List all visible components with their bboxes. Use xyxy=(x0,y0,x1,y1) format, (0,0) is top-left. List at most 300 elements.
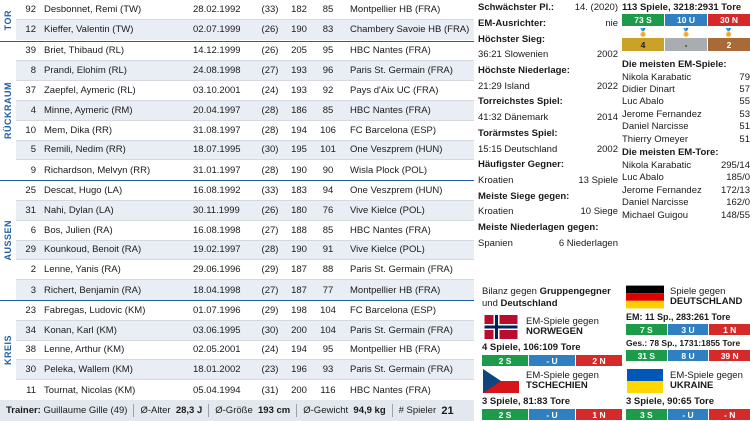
opponent-summary: 3 Spiele, 81:83 Tore xyxy=(482,396,571,407)
leader-row xyxy=(622,209,750,221)
stat-row xyxy=(478,220,618,236)
player-weight: 92 xyxy=(322,85,334,97)
player-row xyxy=(16,0,474,20)
player-age: (28) xyxy=(261,164,279,176)
player-height: 190 xyxy=(291,244,307,256)
stat-value: 2002 xyxy=(596,143,618,155)
player-name: Tournat, Nicolas (KM) xyxy=(44,384,136,396)
player-name: Zaepfel, Aymeric (RL) xyxy=(44,85,136,97)
player-birthdate: 18.07.1995 xyxy=(193,144,241,156)
player-name: Richardson, Melvyn (RR) xyxy=(44,164,151,176)
avg-height-label: Ø-Größe xyxy=(215,405,253,416)
player-birthdate: 18.01.2002 xyxy=(193,364,241,376)
player-number: 23 xyxy=(25,304,36,316)
germany-total-summary: Ges.: 78 Sp., 1731:1855 Tore xyxy=(626,338,741,348)
divider xyxy=(296,404,297,417)
player-age: (28) xyxy=(261,124,279,136)
player-name: Desbonnet, Remi (TW) xyxy=(44,3,142,15)
most-games-title: Die meisten EM-Spiele: xyxy=(622,58,727,70)
opponent-name: DEUTSCHLAND xyxy=(670,296,743,307)
player-age: (27) xyxy=(261,224,279,236)
stat-value: nie xyxy=(605,18,618,30)
player-club: Montpellier HB (FRA) xyxy=(350,344,441,356)
opponent-norway xyxy=(482,314,622,366)
players-count: 21 xyxy=(441,404,454,417)
avg-weight-value: 94,9 kg xyxy=(353,405,386,416)
most-goals-list xyxy=(622,159,750,221)
trainer-label: Trainer: xyxy=(6,405,41,416)
stat-row xyxy=(478,157,618,173)
player-age: (27) xyxy=(261,284,279,296)
bronze-medal-icon: 🏅 xyxy=(723,27,734,37)
player-height: 198 xyxy=(291,304,307,316)
player-row xyxy=(16,260,474,280)
player-club: Paris St. Germain (FRA) xyxy=(350,364,453,376)
player-weight: 90 xyxy=(322,164,334,176)
stat-value: 2002 xyxy=(596,49,618,61)
player-number: 38 xyxy=(25,344,36,356)
stat-label: 41:32 Dänemark xyxy=(478,112,549,124)
player-height: 193 xyxy=(291,65,307,77)
player-weight: 96 xyxy=(322,65,334,77)
draws-cell: - U xyxy=(529,355,575,366)
germany-em-record-bar xyxy=(626,324,750,335)
player-number: 29 xyxy=(25,244,36,256)
player-club: HBC Nantes (FRA) xyxy=(350,224,431,236)
group-rows xyxy=(16,181,474,300)
wins-cell: 3 S xyxy=(626,409,667,420)
player-name: Lenne, Yanis (RA) xyxy=(44,264,121,276)
player-age: (33) xyxy=(261,3,279,15)
stat-value: 14. (2020) xyxy=(574,2,618,14)
losses-cell: - N xyxy=(709,409,750,420)
stat-row xyxy=(478,110,618,126)
opponents-intro xyxy=(482,286,622,309)
leader-row xyxy=(622,184,750,196)
player-row xyxy=(16,201,474,221)
stat-row xyxy=(478,235,618,251)
player-age: (26) xyxy=(261,204,279,216)
player-age: (26) xyxy=(261,45,279,57)
leader-value: 162/0 xyxy=(726,197,750,209)
player-weight: 94 xyxy=(322,185,334,197)
losses-cell: 2 N xyxy=(576,355,622,366)
player-club: Paris St. Germain (FRA) xyxy=(350,65,453,77)
player-number: 92 xyxy=(25,3,36,15)
player-number: 11 xyxy=(26,384,36,396)
most-goals-title: Die meisten EM-Tore: xyxy=(622,146,719,158)
player-row xyxy=(16,301,474,321)
team-summary-bar xyxy=(0,400,474,421)
group-tor xyxy=(0,0,474,42)
player-club: Vive Kielce (POL) xyxy=(350,204,425,216)
player-height: 196 xyxy=(291,364,307,376)
group-label xyxy=(0,181,16,300)
germany-total-record-bar xyxy=(626,350,750,361)
player-weight: 95 xyxy=(322,45,334,57)
stat-row xyxy=(478,0,618,16)
losses-cell: 39 N xyxy=(709,350,750,361)
leader-row xyxy=(622,133,750,145)
player-weight: 85 xyxy=(322,104,334,116)
stat-heading: EM-Ausrichter: xyxy=(478,18,547,30)
opponent-name: UKRAINE xyxy=(670,380,714,391)
stat-row xyxy=(478,94,618,110)
player-name: Kieffer, Valentin (TW) xyxy=(44,24,134,36)
germany-flag-icon xyxy=(626,285,664,309)
leader-name: Daniel Narcisse xyxy=(622,121,689,133)
player-name: Descat, Hugo (LA) xyxy=(44,185,123,197)
norway-flag-icon xyxy=(482,315,520,339)
stat-row xyxy=(478,188,618,204)
leader-value: 57 xyxy=(739,84,750,96)
summary-record-bar xyxy=(622,14,750,26)
player-weight: 91 xyxy=(322,244,334,256)
opponent-name: NORWEGEN xyxy=(526,326,583,337)
opponent-czech xyxy=(482,368,622,420)
leader-name: Didier Dinart xyxy=(622,84,675,96)
leader-name: Luc Abalo xyxy=(622,96,664,108)
player-row xyxy=(16,141,474,161)
player-number: 6 xyxy=(30,224,36,236)
player-birthdate: 05.04.1994 xyxy=(193,384,241,396)
player-age: (29) xyxy=(261,304,279,316)
wins-cell: 2 S xyxy=(482,409,528,420)
player-row xyxy=(16,42,474,62)
player-number: 3 xyxy=(30,284,36,296)
player-birthdate: 30.11.1999 xyxy=(193,204,240,216)
player-birthdate: 24.08.1998 xyxy=(193,65,241,77)
gold-count: 4 xyxy=(622,38,664,51)
player-row xyxy=(16,241,474,261)
opponent-pre: Spiele gegen xyxy=(670,285,726,297)
opponent-germany xyxy=(626,284,750,361)
leader-row xyxy=(622,83,750,95)
player-number: 12 xyxy=(25,24,36,36)
stat-value: 2022 xyxy=(596,80,618,92)
player-birthdate: 03.10.2001 xyxy=(193,85,241,97)
stat-label: 36:21 Slowenien xyxy=(478,49,549,61)
player-number: 31 xyxy=(25,204,36,216)
opponent-pre: EM-Spiele gegen xyxy=(526,315,599,327)
group-aussen xyxy=(0,181,474,301)
leader-name: Thierry Omeyer xyxy=(622,133,688,145)
player-birthdate: 18.04.1998 xyxy=(193,284,241,296)
stat-row xyxy=(478,78,618,94)
player-height: 182 xyxy=(291,3,307,15)
stat-row xyxy=(478,173,618,189)
player-number: 39 xyxy=(25,45,36,57)
trainer-name: Guillaume Gille (49) xyxy=(43,405,128,416)
record-stats xyxy=(478,0,618,284)
player-row xyxy=(16,61,474,81)
player-name: Fabregas, Ludovic (KM) xyxy=(44,304,146,316)
player-height: 183 xyxy=(291,185,307,197)
summary-title: 113 Spiele, 3218:2931 Tore xyxy=(622,1,742,13)
divider xyxy=(208,404,209,417)
leader-row xyxy=(622,71,750,83)
player-club: Vive Kielce (POL) xyxy=(350,244,425,256)
player-birthdate: 14.12.1999 xyxy=(193,45,241,57)
leader-name: Luc Abalo xyxy=(622,172,664,184)
player-age: (33) xyxy=(261,185,279,197)
player-club: HBC Nantes (FRA) xyxy=(350,104,431,116)
stat-row xyxy=(478,63,618,79)
player-weight: 85 xyxy=(322,3,334,15)
player-weight: 85 xyxy=(322,224,334,236)
draws-cell: - U xyxy=(529,409,575,420)
player-number: 2 xyxy=(30,264,36,276)
leader-row xyxy=(622,197,750,209)
leader-value: 295/14 xyxy=(720,160,750,172)
stat-heading: Häufigster Gegner: xyxy=(478,159,565,171)
group-kreis xyxy=(0,301,474,400)
player-club: Paris St. Germain (FRA) xyxy=(350,264,453,276)
player-age: (28) xyxy=(261,244,279,256)
stat-value: 10 Siege xyxy=(580,206,618,218)
draws-cell: 8 U xyxy=(668,350,709,361)
player-birthdate: 20.04.1997 xyxy=(193,104,241,116)
player-row xyxy=(16,360,474,380)
avg-height-value: 193 cm xyxy=(258,405,291,416)
wins-cell: 31 S xyxy=(626,350,667,361)
divider xyxy=(133,404,134,417)
player-row xyxy=(16,160,474,180)
group-rueckraum xyxy=(0,42,474,182)
player-height: 190 xyxy=(291,24,307,36)
players-label: # Spieler xyxy=(398,405,437,416)
player-row xyxy=(16,221,474,241)
player-age: (28) xyxy=(261,104,279,116)
leader-name: Jerome Fernandez xyxy=(622,184,702,196)
player-name: Richert, Benjamin (RA) xyxy=(44,284,142,296)
stat-row xyxy=(478,141,618,157)
stat-heading: Schwächster Pl.: xyxy=(478,2,555,14)
group-label xyxy=(0,42,16,181)
player-name: Briet, Thibaud (RL) xyxy=(44,45,125,57)
leader-row xyxy=(622,96,750,108)
intro-bold-2: Deutschland xyxy=(500,297,558,309)
stat-value: 13 Spiele xyxy=(578,174,618,186)
player-club: Chambery Savoie HB (FRA) xyxy=(350,24,470,36)
group-label-text: KREIS xyxy=(3,335,13,366)
player-height: 187 xyxy=(291,284,307,296)
player-birthdate: 16.08.1998 xyxy=(193,224,241,236)
player-number: 34 xyxy=(25,324,36,336)
player-row xyxy=(16,380,474,400)
opponent-pre: EM-Spiele gegen xyxy=(670,369,743,381)
player-birthdate: 03.06.1995 xyxy=(193,324,241,336)
leader-name: Nikola Karabatic xyxy=(622,71,692,83)
stat-value: 2014 xyxy=(596,112,618,124)
czech-flag-icon xyxy=(482,369,520,393)
leader-name: Jerome Fernandez xyxy=(622,108,702,120)
player-age: (31) xyxy=(261,384,279,396)
stat-row xyxy=(478,31,618,47)
player-row xyxy=(16,81,474,101)
stat-heading: Torreichstes Spiel: xyxy=(478,96,563,108)
player-age: (30) xyxy=(261,324,279,336)
player-name: Kounkoud, Benoit (RA) xyxy=(44,244,142,256)
player-weight: 83 xyxy=(322,24,334,36)
wins-cell: 7 S xyxy=(626,324,667,335)
stat-label: 21:29 Island xyxy=(478,80,530,92)
player-weight: 95 xyxy=(322,344,334,356)
player-age: (30) xyxy=(261,144,279,156)
group-label-text: RÜCKRAUM xyxy=(3,82,13,140)
player-row xyxy=(16,101,474,121)
player-weight: 88 xyxy=(322,264,334,276)
draws-cell: 3 U xyxy=(668,324,709,335)
player-row xyxy=(16,20,474,40)
avg-age-value: 28,3 J xyxy=(175,405,203,416)
player-row xyxy=(16,181,474,201)
player-weight: 76 xyxy=(322,204,334,216)
group-label xyxy=(0,301,16,400)
player-height: 188 xyxy=(291,224,307,236)
player-row xyxy=(16,121,474,141)
opponent-summary: 4 Spiele, 106:109 Tore xyxy=(482,342,581,353)
player-club: FC Barcelona (ESP) xyxy=(350,304,437,316)
player-height: 180 xyxy=(291,204,307,216)
player-name: Lenne, Arthur (KM) xyxy=(44,344,125,356)
player-age: (24) xyxy=(261,85,279,97)
stat-heading: Torärmstes Spiel: xyxy=(478,127,558,139)
stat-row xyxy=(478,126,618,142)
stat-label: Kroatien xyxy=(478,174,514,186)
player-name: Remili, Nedim (RR) xyxy=(44,144,126,156)
player-weight: 101 xyxy=(320,144,336,156)
player-height: 194 xyxy=(291,344,307,356)
player-weight: 106 xyxy=(320,124,336,136)
player-club: Pays d'Aix UC (FRA) xyxy=(350,85,439,97)
player-name: Nahi, Dylan (LA) xyxy=(44,204,114,216)
losses-cell: 1 N xyxy=(576,409,622,420)
stat-row xyxy=(478,47,618,63)
player-height: 193 xyxy=(291,85,307,97)
player-age: (26) xyxy=(261,24,279,36)
stat-label: Spanien xyxy=(478,237,513,249)
intro-text: Bilanz gegen xyxy=(482,286,540,297)
player-name: Peleka, Wallem (KM) xyxy=(44,364,133,376)
player-birthdate: 02.07.1999 xyxy=(193,24,241,36)
player-number: 30 xyxy=(25,364,36,376)
player-age: (23) xyxy=(261,364,279,376)
player-club: One Veszprem (HUN) xyxy=(350,185,443,197)
losses-cell: 30 N xyxy=(708,14,750,26)
group-label-text: AUSSEN xyxy=(3,220,13,261)
player-name: Mem, Dika (RR) xyxy=(44,124,113,136)
intro-text: und xyxy=(482,297,501,309)
group-rows xyxy=(16,42,474,181)
player-number: 9 xyxy=(30,164,36,176)
player-birthdate: 16.08.1992 xyxy=(193,185,241,197)
player-weight: 116 xyxy=(320,384,336,396)
player-club: Montpellier HB (FRA) xyxy=(350,284,441,296)
stat-heading: Höchster Sieg: xyxy=(478,33,546,45)
leader-value: 51 xyxy=(739,133,750,145)
stat-row xyxy=(478,204,618,220)
player-club: Montpellier HB (FRA) xyxy=(350,3,441,15)
draws-cell: - U xyxy=(668,409,709,420)
player-height: 205 xyxy=(291,45,307,57)
wins-cell: 73 S xyxy=(622,14,664,26)
leader-value: 148/55 xyxy=(720,209,750,221)
losses-cell: 1 N xyxy=(709,324,750,335)
player-name: Prandi, Elohim (RL) xyxy=(44,65,127,77)
opponent-name: TSCHECHIEN xyxy=(526,380,588,391)
player-birthdate: 01.07.1996 xyxy=(193,304,241,316)
player-club: HBC Nantes (FRA) xyxy=(350,45,431,57)
player-number: 4 xyxy=(30,104,36,116)
player-number: 8 xyxy=(30,65,36,77)
player-age: (24) xyxy=(261,344,279,356)
player-height: 195 xyxy=(291,144,307,156)
player-height: 200 xyxy=(291,384,307,396)
stat-label: 15:15 Deutschland xyxy=(478,143,558,155)
player-height: 194 xyxy=(291,124,307,136)
leader-row xyxy=(622,159,750,171)
player-number: 25 xyxy=(25,185,36,197)
player-name: Konan, Karl (KM) xyxy=(44,324,117,336)
player-height: 186 xyxy=(291,104,307,116)
player-row xyxy=(16,321,474,341)
draws-cell: 10 U xyxy=(665,14,707,26)
bronze-count: 2 xyxy=(708,38,750,51)
stat-value: 6 Niederlagen xyxy=(558,237,618,249)
player-number: 37 xyxy=(25,85,36,97)
player-weight: 77 xyxy=(322,284,334,296)
leader-value: 79 xyxy=(739,71,750,83)
avg-age-label: Ø-Alter xyxy=(140,405,171,416)
group-label xyxy=(0,0,16,41)
player-height: 187 xyxy=(291,264,307,276)
ukraine-flag-icon xyxy=(626,369,664,393)
player-height: 190 xyxy=(291,164,307,176)
player-birthdate: 31.01.1997 xyxy=(193,164,241,176)
germany-em-summary: EM: 11 Sp., 283:261 Tore xyxy=(626,312,731,322)
player-row xyxy=(16,341,474,361)
gold-medal-icon: 🏅 xyxy=(638,27,649,37)
player-height: 200 xyxy=(291,324,307,336)
player-weight: 93 xyxy=(322,364,334,376)
player-club: Paris St. Germain (FRA) xyxy=(350,324,453,336)
medal-icons xyxy=(622,26,750,38)
stat-heading: Meiste Niederlagen gegen: xyxy=(478,221,599,233)
group-rows xyxy=(16,301,474,400)
leader-value: 185/0 xyxy=(726,172,750,184)
leader-name: Michael Guigou xyxy=(622,209,689,221)
player-name: Bos, Julien (RA) xyxy=(44,224,113,236)
player-age: (27) xyxy=(261,65,279,77)
opponent-record-bar xyxy=(626,409,750,420)
group-rows xyxy=(16,0,474,40)
leader-row xyxy=(622,172,750,184)
player-weight: 104 xyxy=(320,324,336,336)
leader-value: 172/13 xyxy=(720,184,750,196)
player-birthdate: 19.02.1997 xyxy=(193,244,241,256)
player-club: FC Barcelona (ESP) xyxy=(350,124,437,136)
wins-cell: 2 S xyxy=(482,355,528,366)
leader-value: 55 xyxy=(739,96,750,108)
player-birthdate: 29.06.1996 xyxy=(193,264,241,276)
leader-value: 53 xyxy=(739,108,750,120)
opponent-record-bar xyxy=(482,355,622,366)
leader-row xyxy=(622,121,750,133)
avg-weight-label: Ø-Gewicht xyxy=(303,405,349,416)
player-age: (29) xyxy=(261,264,279,276)
divider xyxy=(392,404,393,417)
